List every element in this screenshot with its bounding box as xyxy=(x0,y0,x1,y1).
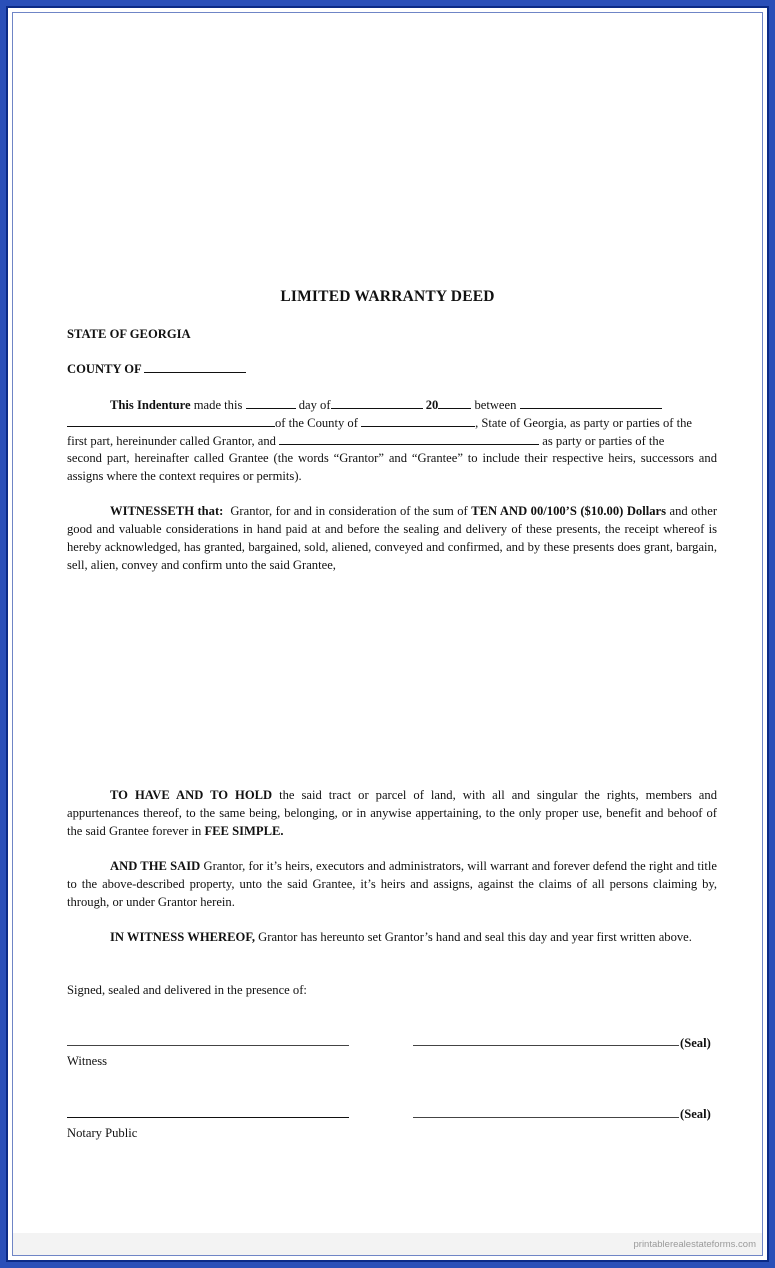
and-the-said-paragraph xyxy=(67,858,717,912)
in-witness-lead: IN WITNESS WHEREOF, xyxy=(110,930,255,944)
grantor-name-blank xyxy=(520,397,662,409)
witnesseth-text-2: and other good and valuable considerations in hand paid at and before the sealing and delivery of these presents, the receipt whereof is hereby acknowledged, has granted, bargained, sold, aliened, conveyed and confirmed, and by these presents does grant, bargain, sell, alien, convey and confirm unto the said Grantee, xyxy=(67,504,718,572)
indenture-line-1 xyxy=(110,397,662,415)
indenture-lead: This Indenture xyxy=(110,398,191,412)
notary-signature-line xyxy=(67,1117,349,1118)
grantor-name-blank-2 xyxy=(67,415,275,427)
grantor-signature-line-1 xyxy=(413,1045,679,1046)
to-have-text: the said tract or parcel of land, with all and singular the rights, members and appurtenances thereof, to the same being, belonging, or in anywise appertaining, to the only proper use, benefit and behoof of the said Grantee forever in xyxy=(67,788,717,838)
indenture-state-party: , State of Georgia, as party or parties of the xyxy=(475,416,693,430)
seal-label-1: (Seal) xyxy=(680,1036,711,1050)
to-have-lead: TO HAVE AND TO HOLD xyxy=(110,788,273,802)
county-blank xyxy=(144,361,246,373)
grantor-signature-line-2 xyxy=(413,1117,679,1118)
document-page xyxy=(12,12,763,1256)
state-line: STATE OF GEORGIA xyxy=(67,327,191,341)
and-the-said-text: Grantor, for it’s heirs, executors and administrators, will warrant and forever defend the right and title to the above-described property, unto the said Grantee, it’s heirs and assigns, against the claims of all persons claiming by, through, or under Grantor herein. xyxy=(67,859,717,909)
fee-simple: FEE SIMPLE. xyxy=(204,823,284,838)
indenture-second-part: second part, hereinafter called Grantee (the words “Grantor” and “Grantee” to include their respective heirs, successors and assigns where the context requires or permits). xyxy=(67,451,717,483)
seal-label-2: (Seal) xyxy=(680,1107,711,1121)
witness-label: Witness xyxy=(67,1054,108,1068)
document-title: LIMITED WARRANTY DEED xyxy=(280,288,495,305)
in-witness-paragraph xyxy=(67,929,717,947)
grantor-county-blank xyxy=(361,415,475,427)
year-blank xyxy=(438,397,471,409)
indenture-made-this: made this xyxy=(193,398,243,412)
frame-inner xyxy=(6,6,769,1262)
county-label: COUNTY OF xyxy=(67,362,142,376)
grantee-name-blank xyxy=(279,433,539,445)
indenture-as-party: as party or parties of the xyxy=(542,434,665,448)
indenture-of-county: of the County of xyxy=(275,416,358,430)
indenture-day-of: day of xyxy=(298,398,331,412)
witnesseth-paragraph xyxy=(67,503,717,575)
day-blank xyxy=(246,397,296,409)
witnesseth-sum: TEN AND 00/100’S ($10.00) Dollars xyxy=(471,504,666,518)
and-the-said-lead: AND THE SAID xyxy=(110,859,201,873)
indenture-line-2 xyxy=(67,415,692,433)
witness-signature-line xyxy=(67,1045,349,1046)
month-blank xyxy=(331,397,423,409)
indenture-between: between xyxy=(474,398,517,412)
notary-label: Notary Public xyxy=(67,1126,138,1140)
indenture-first-part: first part, hereinunder called Grantor, and xyxy=(67,434,276,448)
witnesseth-lead: WITNESSETH that: xyxy=(110,504,224,518)
footer-watermark: printablerealestateforms.com xyxy=(633,1239,756,1250)
witnesseth-text-1: Grantor, for and in consideration of the sum of xyxy=(230,504,468,518)
indenture-line-3 xyxy=(67,433,664,451)
to-have-paragraph xyxy=(67,787,717,841)
county-line xyxy=(67,361,246,379)
signed-line: Signed, sealed and delivered in the presence of: xyxy=(67,983,307,997)
in-witness-text: Grantor has hereunto set Grantor’s hand and seal this day and year first written above. xyxy=(258,930,692,944)
year-prefix: 20 xyxy=(425,398,439,412)
